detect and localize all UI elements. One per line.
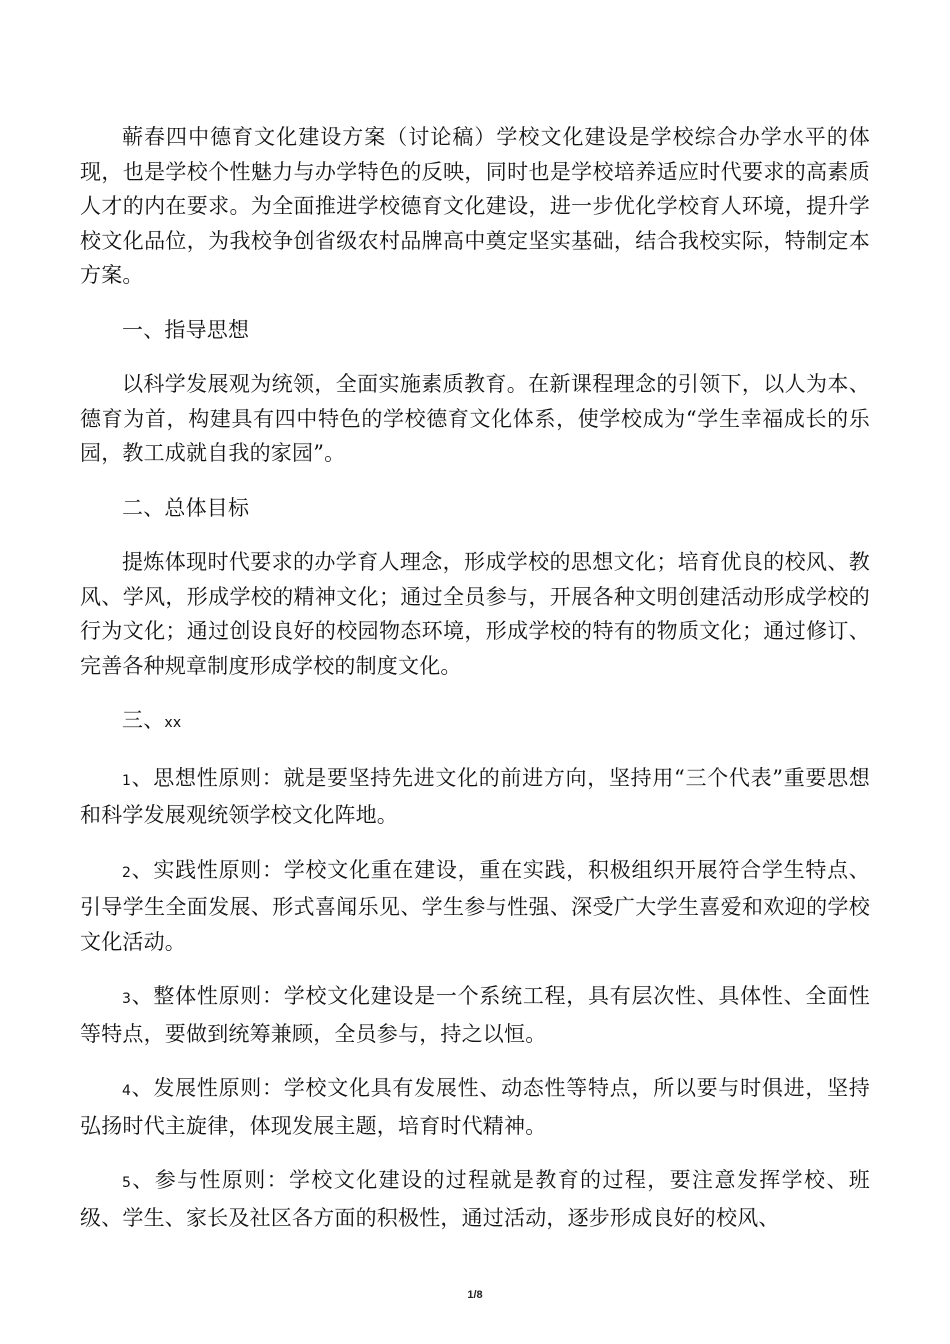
principle-item [80, 761, 870, 833]
principle-item [80, 853, 870, 960]
section-heading-text: xx [164, 715, 182, 731]
document-body [80, 120, 870, 1255]
section-heading-overall-goal: 二、总体目标 [122, 495, 250, 520]
section-paragraph-overall-goal: 提炼体现时代要求的办学育人理念，形成学校的思想文化；培育优良的校风、教风、学风，形成学校的精神文化；通过全员参与，开展各种文明创建活动形成学校的行为文化；通过创设良好的校园物态环境，形成学校的特有的物质文化；通过修订、完善各种规章制度形成学校的制度文化。 [80, 550, 870, 678]
section-heading-principles [80, 703, 870, 741]
principle-number: 4 [122, 1083, 132, 1099]
principle-number: 5 [122, 1175, 132, 1191]
principle-text: 、发展性原则：学校文化具有发展性、动态性等特点，所以要与时俱进，坚持弘扬时代主旋律，体现发展主题，培育时代精神。 [80, 1076, 870, 1138]
principle-item [80, 979, 870, 1051]
section-paragraph-guiding-ideology: 以科学发展观为统领，全面实施素质教育。在新课程理念的引领下，以人为本、德育为首，构建具有四中特色的学校德育文化体系，使学校成为“学生幸福成长的乐园，教工成就自我的家园”。 [80, 372, 870, 465]
principle-text: 、思想性原则：就是要坚持先进文化的前进方向，坚持用“三个代表”重要思想和科学发展观统领学校文化阵地。 [80, 765, 870, 827]
page-number: 1/8 [467, 1289, 483, 1301]
section-heading-guiding-ideology: 一、指导思想 [122, 317, 250, 342]
principle-item [80, 1071, 870, 1143]
principle-text: 、参与性原则：学校文化建设的过程就是教育的过程，要注意发挥学校、班级、学生、家长及社区各方面的积极性，通过活动，逐步形成良好的校风、 [80, 1168, 870, 1230]
principle-item [80, 1163, 870, 1235]
principle-text: 、整体性原则：学校文化建设是一个系统工程，具有层次性、具体性、全面性等特点，要做到统筹兼顾，全员参与，持之以恒。 [80, 984, 870, 1046]
principle-text: 、实践性原则：学校文化重在建设，重在实践，积极组织开展符合学生特点、引导学生全面发展、形式喜闻乐见、学生参与性强、深受广大学生喜爱和欢迎的学校文化活动。 [80, 857, 870, 954]
intro-paragraph: 蕲春四中德育文化建设方案（讨论稿）学校文化建设是学校综合办学水平的体现，也是学校个性魅力与办学特色的反映，同时也是学校培养适应时代要求的高素质人才的内在要求。为全面推进学校德育文化建设，进一步优化学校育人环境，提升学校文化品位，为我校争创省级农村品牌高中奠定坚实基础，结合我校实际，特制定本方案。 [80, 125, 870, 287]
principle-number: 1 [122, 772, 132, 789]
principle-number: 2 [122, 864, 132, 881]
document-page [80, 0, 870, 1344]
section-heading-prefix: 三、 [122, 708, 165, 732]
principle-number: 3 [122, 991, 132, 1007]
